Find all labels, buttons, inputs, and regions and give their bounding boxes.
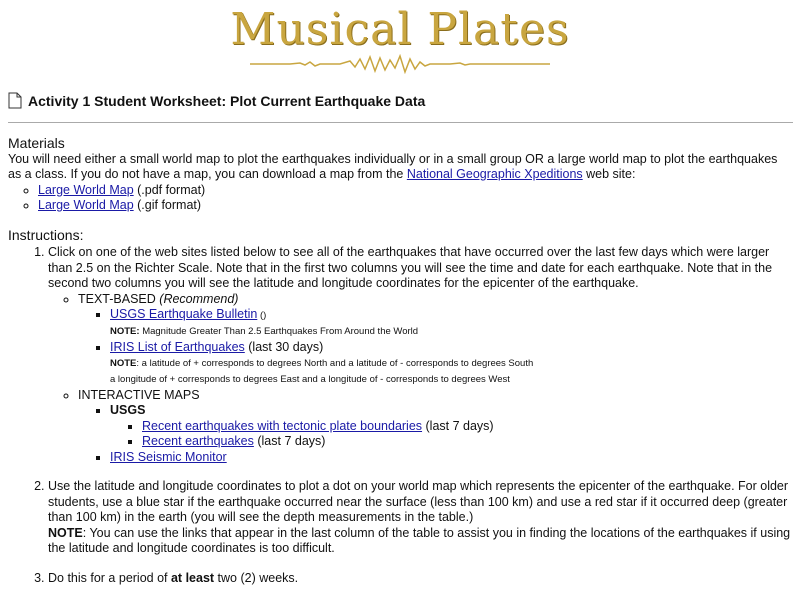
step-2-note: : You can use the links that appear in the last column of the table to assist you in finding the locations of the earthquakes if using the latitude and longitude coordinates is too difficult.: [48, 525, 791, 555]
iris-list-link[interactable]: IRIS List of Earthquakes: [110, 340, 245, 354]
instruction-step-1: [48, 245, 793, 479]
instructions-heading: Instructions:: [8, 226, 84, 243]
document-icon: [8, 92, 22, 109]
list-item: [38, 183, 793, 199]
instruction-step-2: [48, 479, 793, 571]
divider: [8, 122, 793, 123]
materials-paragraph: [8, 152, 793, 183]
page-title: Activity 1 Student Worksheet: Plot Current Earthquake Data: [28, 92, 426, 109]
format-label: (.pdf format): [133, 182, 206, 197]
step-2-text: Use the latitude and longitude coordinates to plot a dot on your world map which represents the epicenter of the earthquake. For older students, use a blue star if the earthquake occurred near the surface (less than 100 km) and use a red star if it occurred deep (greater than 100 km) in the earth (you will see the depth measurements in the table.): [48, 479, 789, 524]
list-item: [110, 450, 793, 466]
worksheet-title-bar: [8, 92, 425, 109]
large-world-map-pdf-link[interactable]: Large World Map: [38, 182, 134, 197]
usgs-label: USGS: [110, 403, 146, 417]
instruction-step-3: [48, 571, 793, 587]
recent-earthquakes-link[interactable]: Recent earthquakes: [142, 434, 254, 448]
note-text: Magnitude Greater Than 2.5 Earthquakes From Around the World: [139, 326, 419, 337]
map-download-list: [8, 183, 793, 214]
list-item: [110, 340, 793, 388]
format-label: (.gif format): [133, 198, 202, 212]
step-3-bold: at least: [170, 570, 215, 585]
text-based-label: TEXT-BASED: [78, 291, 160, 306]
iris-seismic-monitor-link[interactable]: IRIS Seismic Monitor: [110, 449, 227, 464]
interactive-sites: [78, 403, 793, 465]
usgs-sites: [110, 419, 793, 450]
note-text: : a latitude of + corresponds to degrees North and a latitude of - corresponds to degrees South: [136, 357, 534, 369]
interactive-maps-item: [78, 388, 793, 466]
bulletin-note: [110, 324, 793, 340]
site-category-list: [48, 292, 793, 466]
instructions-list: [8, 245, 793, 586]
step-3-text: Do this for a period of: [48, 570, 171, 585]
materials-text: You will need either a small world map to plot the earthquakes individually or in a small group OR a large world map to plot the earthquakes as a class. If you do not have a map, you can download a map from the: [8, 151, 778, 181]
recommend-label: (Recommend): [159, 291, 239, 306]
logo-text: Musical Plates: [230, 4, 570, 55]
bulletin-suffix: (): [257, 310, 267, 321]
seismograph-wave-icon: [250, 54, 550, 74]
note-label: NOTE: [48, 525, 83, 540]
national-geographic-link[interactable]: National Geographic Xpeditions: [406, 167, 583, 181]
worksheet-body: [8, 136, 793, 586]
list-item: [38, 198, 793, 214]
list-item: [110, 403, 793, 450]
period-label: (last 7 days): [253, 434, 326, 448]
large-world-map-gif-link[interactable]: Large World Map: [38, 198, 134, 212]
materials-heading: Materials: [8, 135, 65, 151]
recent-earthquakes-plates-link[interactable]: Recent earthquakes with tectonic plate boundaries: [142, 418, 423, 433]
note-label: NOTE: [110, 357, 137, 369]
iris-note-2: a longitude of + corresponds to degrees East and a longitude of - corresponds to degrees West: [110, 373, 510, 385]
iris-list-suffix: (last 30 days): [244, 340, 324, 354]
text-based-item: [78, 292, 793, 388]
period-label: (last 7 days): [422, 418, 494, 433]
interactive-maps-label: INTERACTIVE MAPS: [78, 387, 200, 402]
text-based-sites: [78, 307, 793, 388]
step-1-text: Click on one of the web sites listed below to see all of the earthquakes that have occurred over the last few days which were larger than 2.5 on the Richter Scale. Note that in the first two columns you will see the time and date for each earthquake. Note that in the second two columns you will see the latitude and longitude coordinates for the epicenter of the earthquake.: [48, 245, 773, 290]
note-label: NOTE:: [110, 326, 140, 337]
list-item: [142, 419, 793, 435]
list-item: [142, 434, 793, 450]
site-logo: [0, 6, 800, 74]
list-item: [110, 307, 793, 340]
materials-text-after: web site:: [582, 167, 636, 181]
usgs-earthquake-bulletin-link[interactable]: USGS Earthquake Bulletin: [110, 307, 258, 321]
iris-note-1: [110, 356, 793, 372]
step-3-text-end: two (2) weeks.: [214, 570, 299, 585]
